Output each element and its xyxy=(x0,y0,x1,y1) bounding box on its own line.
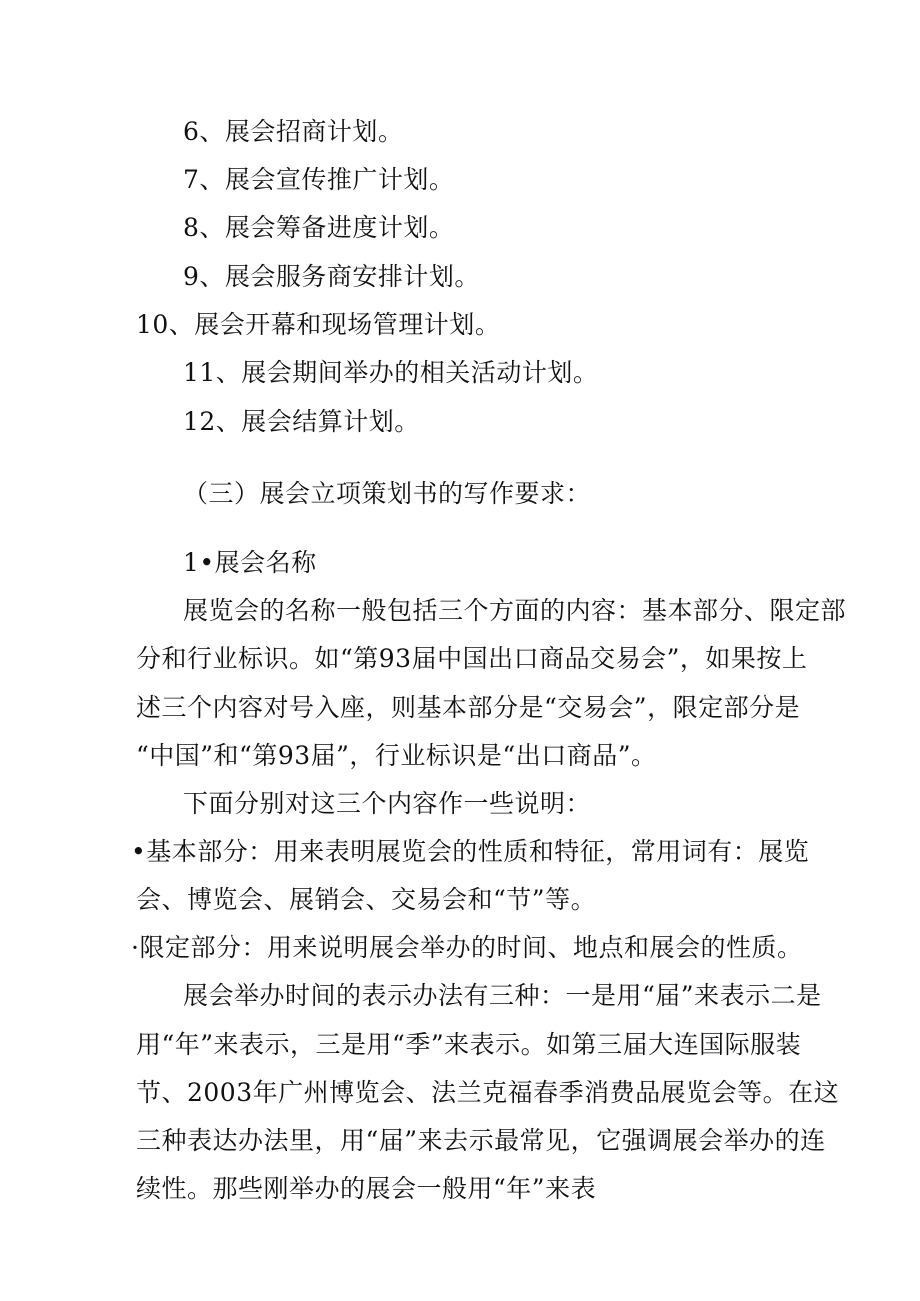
paragraph-line: 展会举办时间的表示办法有三种：一是用“届”来表示二是 xyxy=(183,981,822,1010)
paragraph-line: 述三个内容对号入座，则基本部分是“交易会”，限定部分是 xyxy=(136,693,801,722)
list-item-9: 9、展会服务商安排计划。 xyxy=(183,262,480,291)
paragraph-line: 下面分别对这三个内容作一些说明： xyxy=(183,789,592,818)
paragraph-line: 展览会的名称一般包括三个方面的内容：基本部分、限定部 xyxy=(183,596,847,625)
paragraph-line: 用“年”来表示，三是用“季”来表示。如第三届大连国际服装 xyxy=(136,1030,802,1059)
paragraph-line: 续性。那些刚举办的展会一般用“年”来表 xyxy=(136,1174,597,1203)
paragraph-line: 分和行业标识。如“第93届中国出口商品交易会”，如果按上 xyxy=(136,644,808,673)
list-item-8: 8、展会筹备进度计划。 xyxy=(183,213,455,242)
section-heading: （三）展会立项策划书的写作要求： xyxy=(183,479,592,508)
bullet-limited-part: ·限定部分：用来说明展会举办的时间、地点和展会的性质。 xyxy=(131,933,803,962)
list-item-6: 6、展会招商计划。 xyxy=(183,117,404,146)
bullet-basic-part-continued: 会、博览会、展销会、交易会和“节”等。 xyxy=(136,885,597,914)
list-item-10: 10、展会开幕和现场管理计划。 xyxy=(136,310,501,339)
list-item-7: 7、展会宣传推广计划。 xyxy=(183,165,455,194)
paragraph-line: “中国”和“第93届”，行业标识是“出口商品”。 xyxy=(136,741,657,770)
paragraph-line: 三种表达办法里，用“届”来去示最常见，它强调展会举办的连 xyxy=(136,1126,826,1155)
paragraph-line: 节、2003年广州博览会、法兰克福春季消费品展览会等。在这 xyxy=(136,1078,840,1107)
list-item-11: 11、展会期间举办的相关活动计划。 xyxy=(183,358,599,387)
bullet-basic-part: •基本部分：用来表明展览会的性质和特征，常用词有：展览 xyxy=(131,837,810,866)
list-item-12: 12、展会结算计划。 xyxy=(183,407,420,436)
subheading-exhibition-name: 1•展会名称 xyxy=(183,548,317,577)
